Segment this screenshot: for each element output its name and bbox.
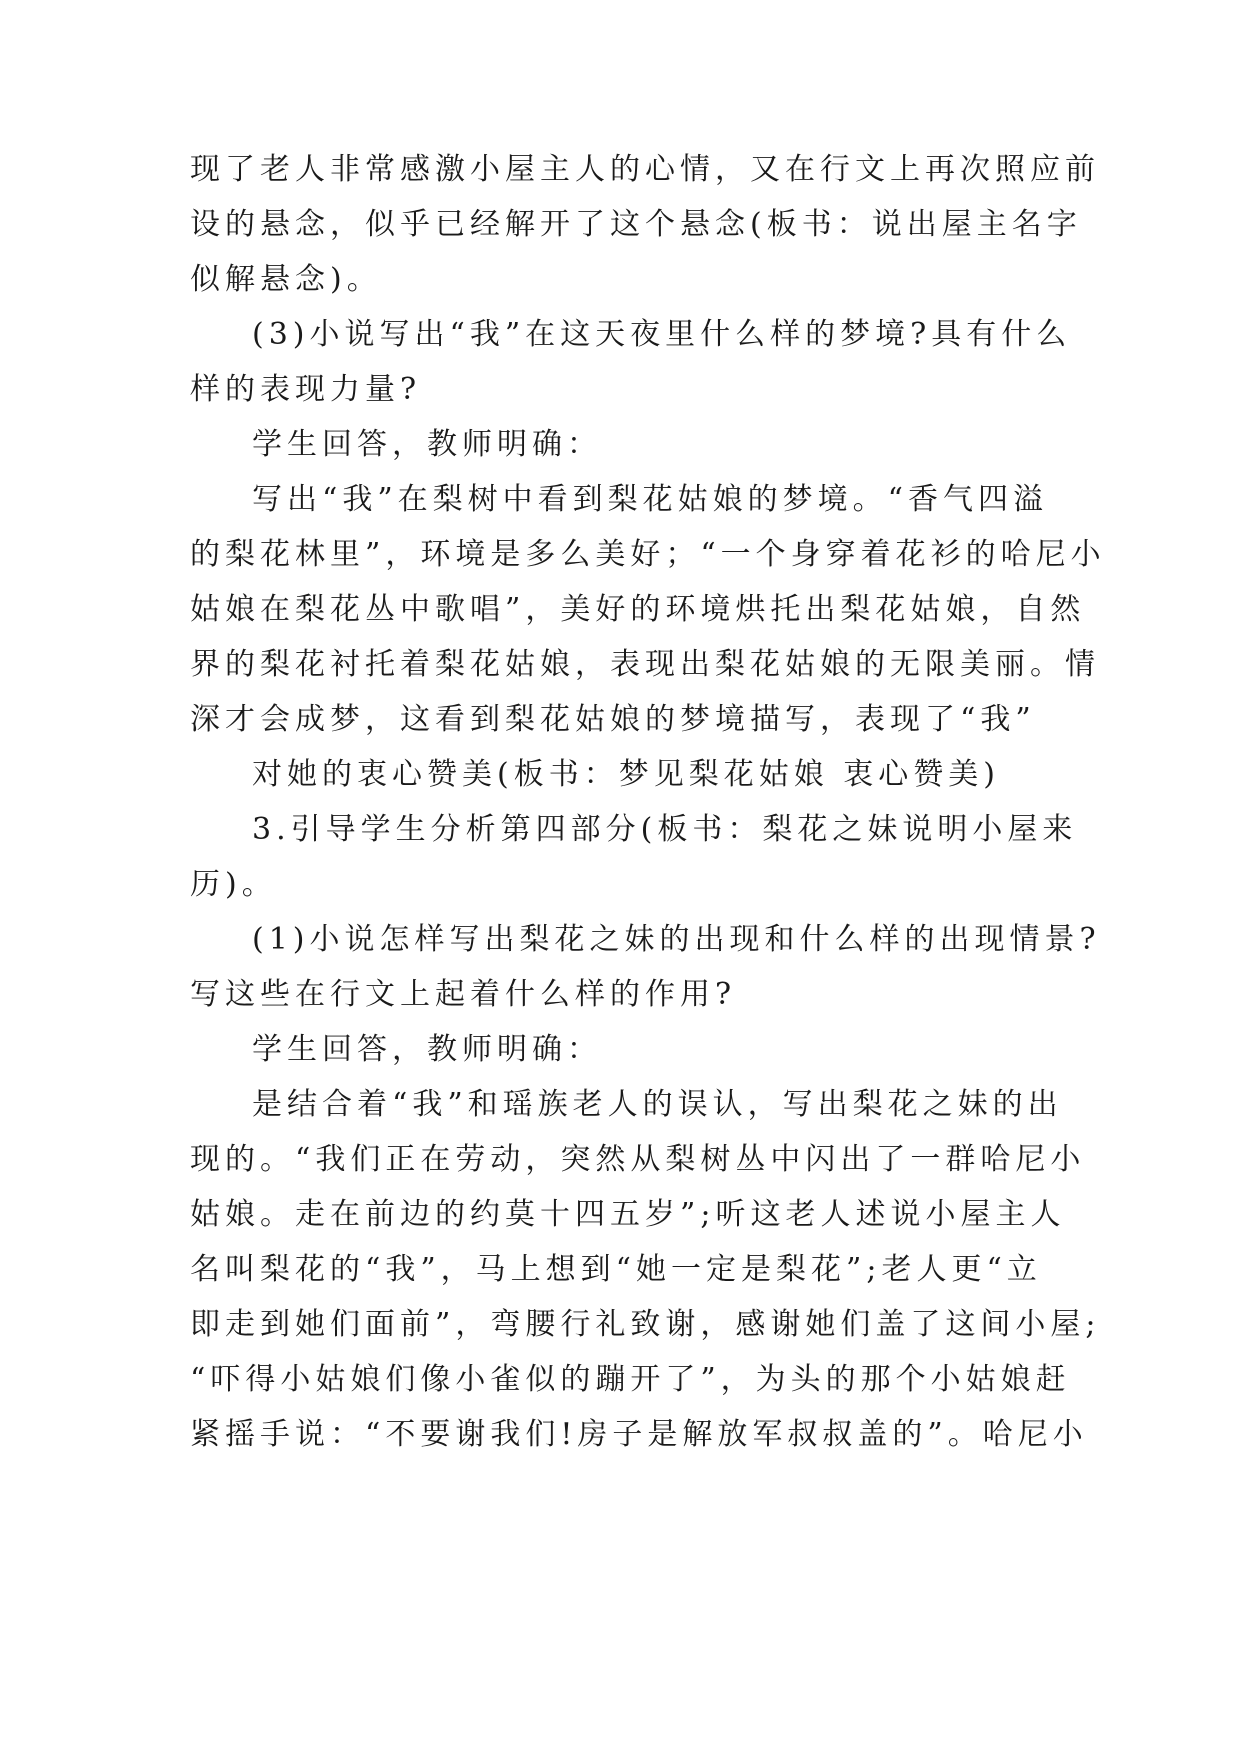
text-line: 现的。“我们正在劳动，突然从梨树丛中闪出了一群哈尼小 [190, 1142, 1086, 1177]
text-line: 似解悬念)。 [190, 262, 382, 297]
text-line: 写这些在行文上起着什么样的作用? [190, 977, 737, 1012]
text-line: 学生回答，教师明确： [252, 1032, 602, 1067]
text-line: 姑娘在梨花丛中歌唱”，美好的环境烘托出梨花姑娘，自然 [190, 592, 1086, 627]
text-line: 的梨花林里”，环境是多么美好；“一个身穿着花衫的哈尼小 [190, 537, 1106, 572]
text-line: “吓得小姑娘们像小雀似的蹦开了”，为头的那个小姑娘赶 [190, 1362, 1071, 1397]
text-line: 3.引导学生分析第四部分(板书：梨花之妹说明小屋来 [252, 812, 1078, 847]
text-line: 界的梨花衬托着梨花姑娘，表现出梨花姑娘的无限美丽。情 [190, 647, 1100, 682]
text-line: (1)小说怎样写出梨花之妹的出现和什么样的出现情景? [252, 922, 1101, 957]
text-line: 历)。 [190, 867, 277, 902]
text-line: 是结合着“我”和瑶族老人的误认，写出梨花之妹的出 [252, 1087, 1063, 1122]
text-line: 样的表现力量? [190, 372, 422, 407]
text-line: 对她的衷心赞美(板书：梦见梨花姑娘 衷心赞美) [252, 757, 1000, 792]
text-line: 深才会成梦，这看到梨花姑娘的梦境描写，表现了“我” [190, 702, 1036, 737]
text-line: (3)小说写出“我”在这天夜里什么样的梦境?具有什么 [252, 317, 1072, 352]
text-line: 即走到她们面前”，弯腰行礼致谢，感谢她们盖了这间小屋; [190, 1307, 1101, 1342]
text-line: 姑娘。走在前边的约莫十四五岁”;听这老人述说小屋主人 [190, 1197, 1066, 1232]
text-line: 写出“我”在梨树中看到梨花姑娘的梦境。“香气四溢 [252, 482, 1049, 517]
text-line: 设的悬念，似乎已经解开了这个悬念(板书：说出屋主名字 [190, 207, 1082, 242]
text-line: 紧摇手说：“不要谢我们!房子是解放军叔叔盖的”。哈尼小 [190, 1417, 1088, 1452]
text-line: 现了老人非常感激小屋主人的心情，又在行文上再次照应前 [190, 152, 1100, 187]
text-line: 名叫梨花的“我”，马上想到“她一定是梨花”;老人更“立 [190, 1252, 1042, 1287]
text-line: 学生回答，教师明确： [252, 427, 602, 462]
